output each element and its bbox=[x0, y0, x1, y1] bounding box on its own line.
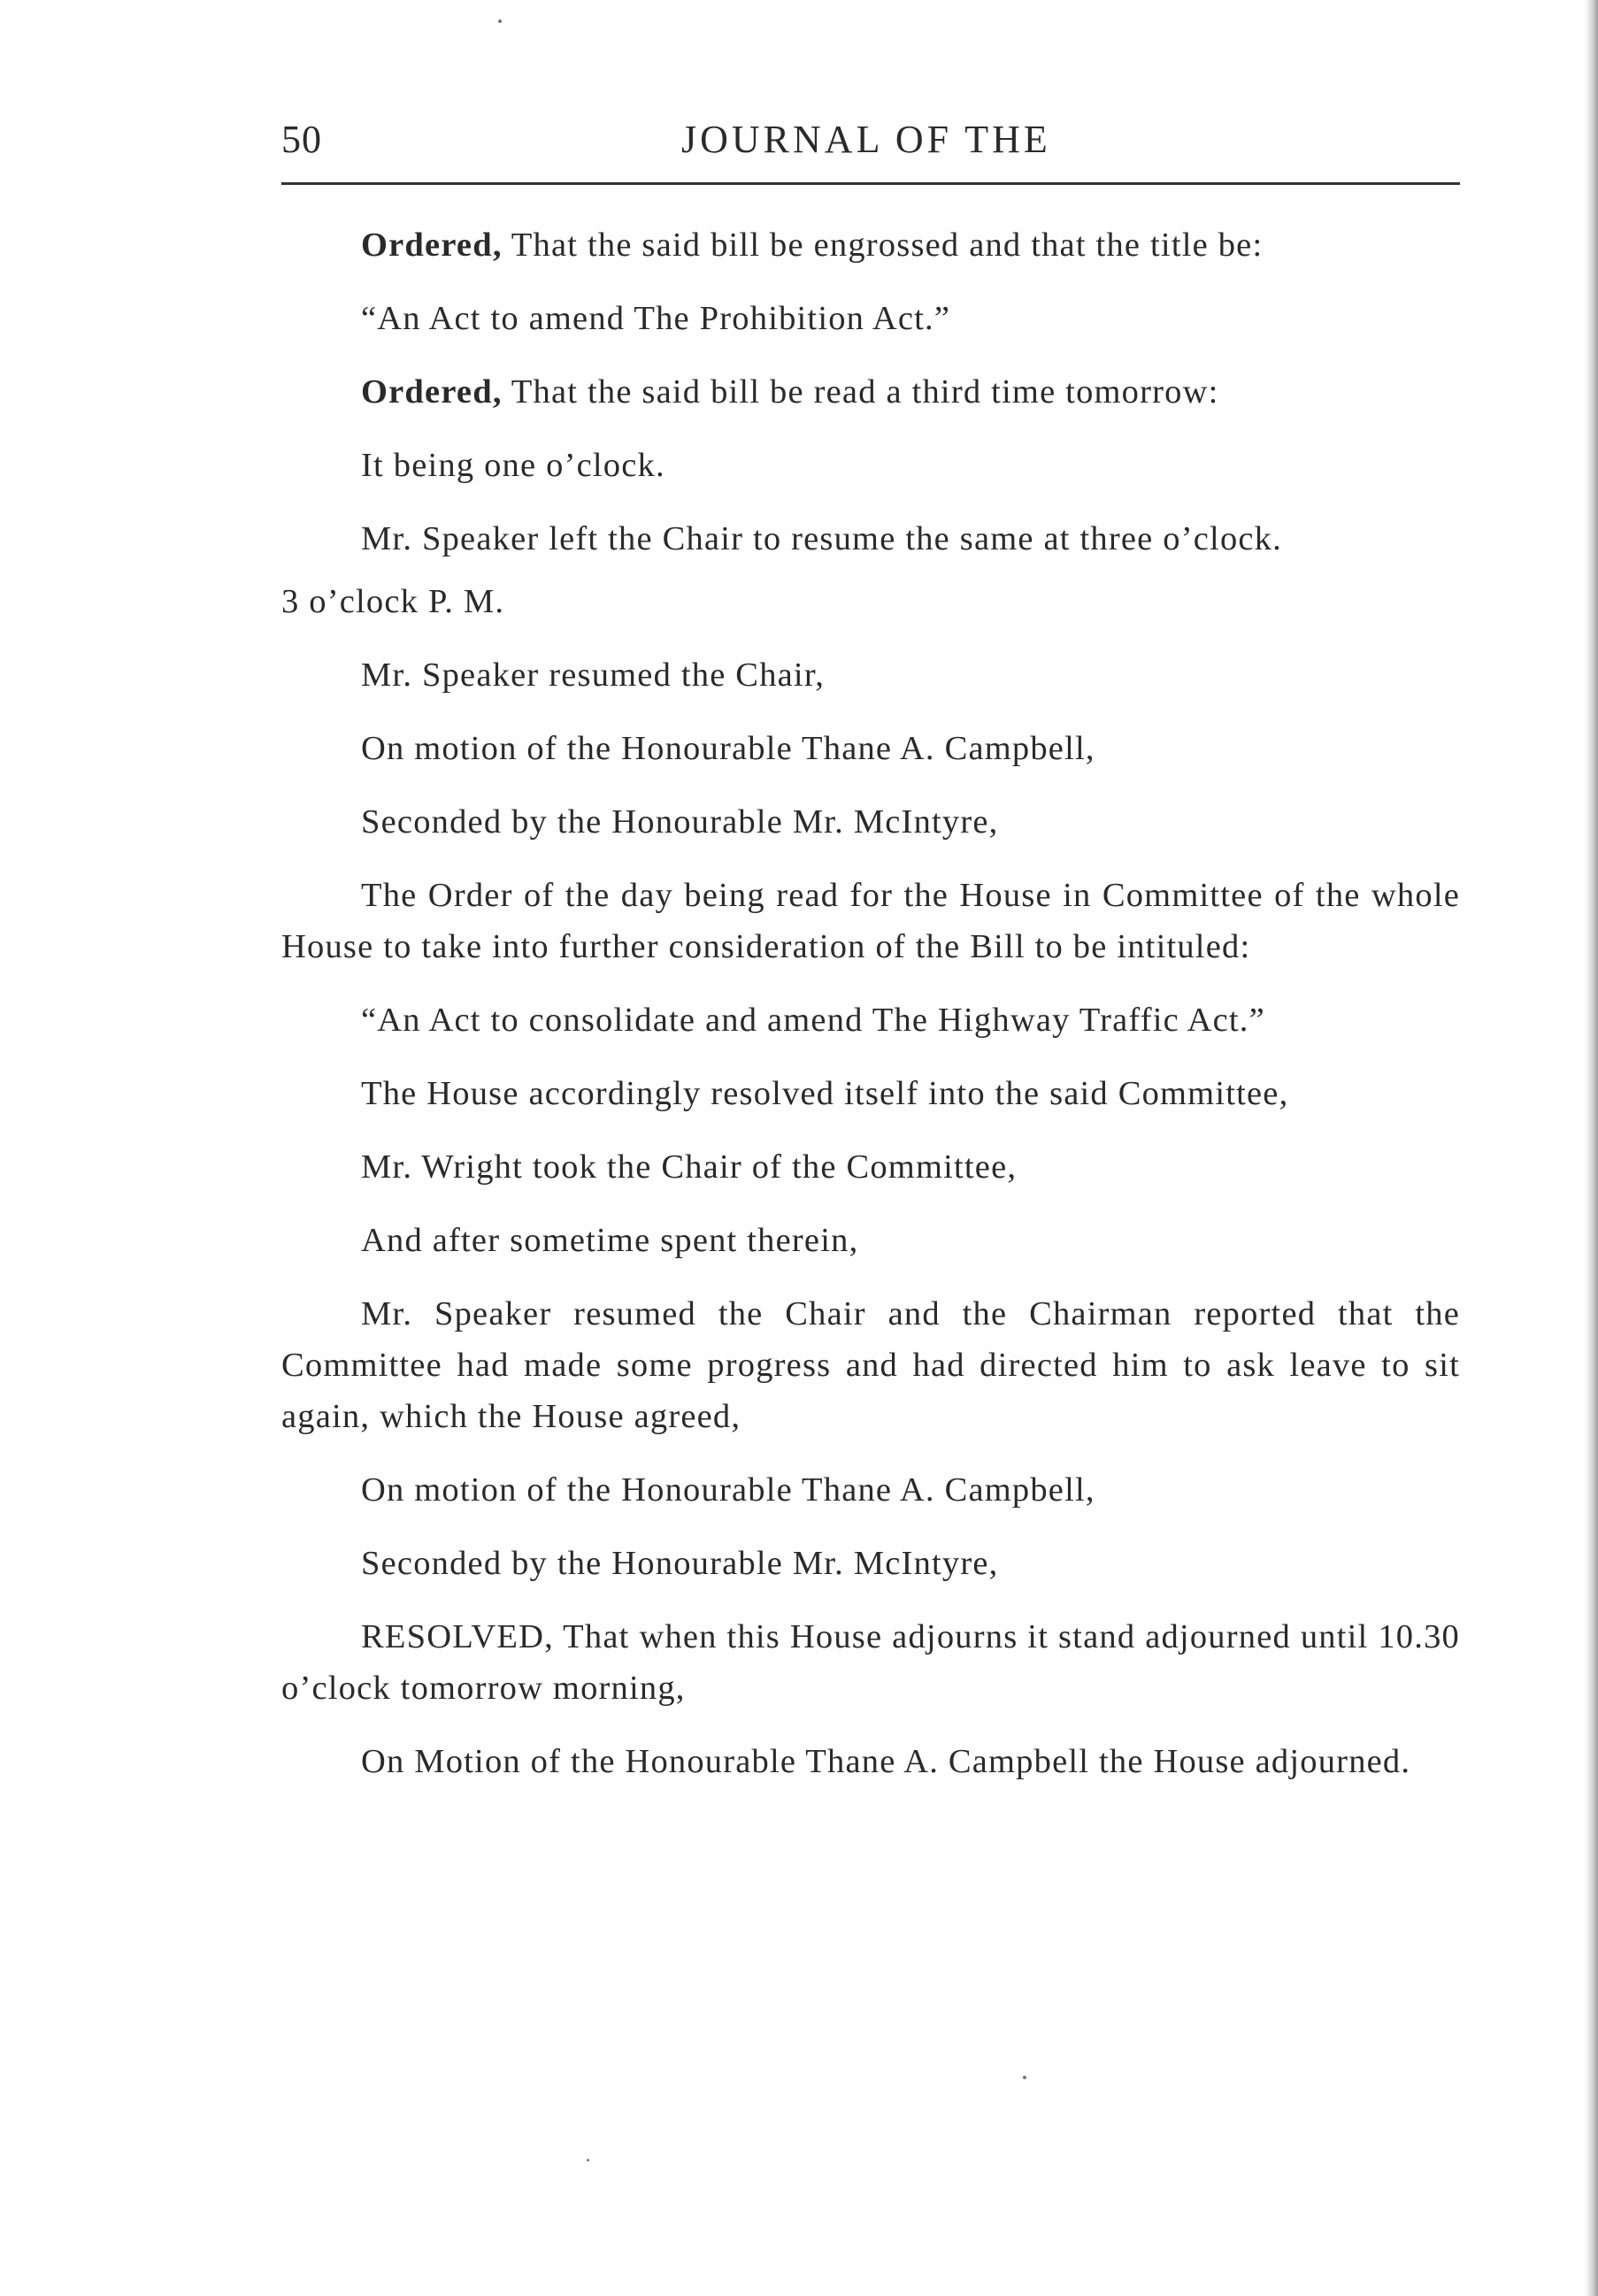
paper-speck bbox=[1023, 2076, 1026, 2079]
paragraph-seconded: Seconded by the Honourable Mr. McIntyre, bbox=[361, 803, 999, 841]
ordered-label: Ordered, bbox=[361, 373, 503, 411]
paragraph-speaker-resumed: Mr. Speaker resumed the Chair, bbox=[361, 657, 826, 694]
paragraph-order-of-day: The Order of the day being read for the House in Committee of the whole House to take into further consideration of the Bill to be intituled: bbox=[281, 877, 1460, 965]
paragraph-highway-act-title: “An Act to consolidate and amend The Highway Traffic Act.” bbox=[361, 1002, 1265, 1039]
paragraph-text: That the said bill be read a third time tomorrow: bbox=[511, 373, 1219, 411]
paragraph-ordered-third-reading bbox=[281, 366, 1460, 418]
running-head-title: JOURNAL OF THE bbox=[681, 118, 1051, 161]
paragraph-seconded-2: Seconded by the Honourable Mr. McIntyre, bbox=[361, 1545, 999, 1582]
paragraph-text: That the said bill be engrossed and that the title be: bbox=[511, 227, 1264, 264]
paragraph-motion-2: On motion of the Honourable Thane A. Campbell, bbox=[361, 1471, 1095, 1509]
paragraph-bill-title: “An Act to amend The Prohibition Act.” bbox=[361, 300, 951, 337]
paper-speck bbox=[498, 19, 502, 23]
paragraph-ordered-engrossed bbox=[281, 219, 1460, 271]
paragraph-house-adjourned: On Motion of the Honourable Thane A. Campbell the House adjourned. bbox=[361, 1743, 1411, 1780]
page-edge-shadow bbox=[1586, 0, 1598, 2296]
header-rule bbox=[281, 182, 1460, 185]
ordered-label: Ordered, bbox=[361, 227, 503, 264]
paragraph-time-spent: And after sometime spent therein, bbox=[361, 1222, 859, 1259]
journal-text bbox=[281, 219, 1460, 1809]
paragraph-one-oclock: It being one o’clock. bbox=[361, 447, 665, 484]
paragraph-motion: On motion of the Honourable Thane A. Campbell, bbox=[361, 730, 1095, 767]
time-stamp: 3 o’clock P. M. bbox=[281, 583, 505, 620]
paragraph-speaker-left: Mr. Speaker left the Chair to resume the same at three o’clock. bbox=[361, 520, 1282, 557]
paper-speck bbox=[587, 2159, 589, 2162]
paragraph-chairman-reported: Mr. Speaker resumed the Chair and the Chairman reported that the Committee had made some progress and had directed him to ask leave to sit again, which the House agreed, bbox=[281, 1295, 1460, 1435]
paragraph-resolved-adjourn: RESOLVED, That when this House adjourns it stand adjourned until 10.30 o’clock tomorrow morning, bbox=[281, 1618, 1460, 1707]
paragraph-wright-chair: Mr. Wright took the Chair of the Committee, bbox=[361, 1148, 1018, 1186]
paragraph-house-resolved: The House accordingly resolved itself into the said Committee, bbox=[361, 1075, 1289, 1112]
page-number: 50 bbox=[281, 118, 322, 161]
